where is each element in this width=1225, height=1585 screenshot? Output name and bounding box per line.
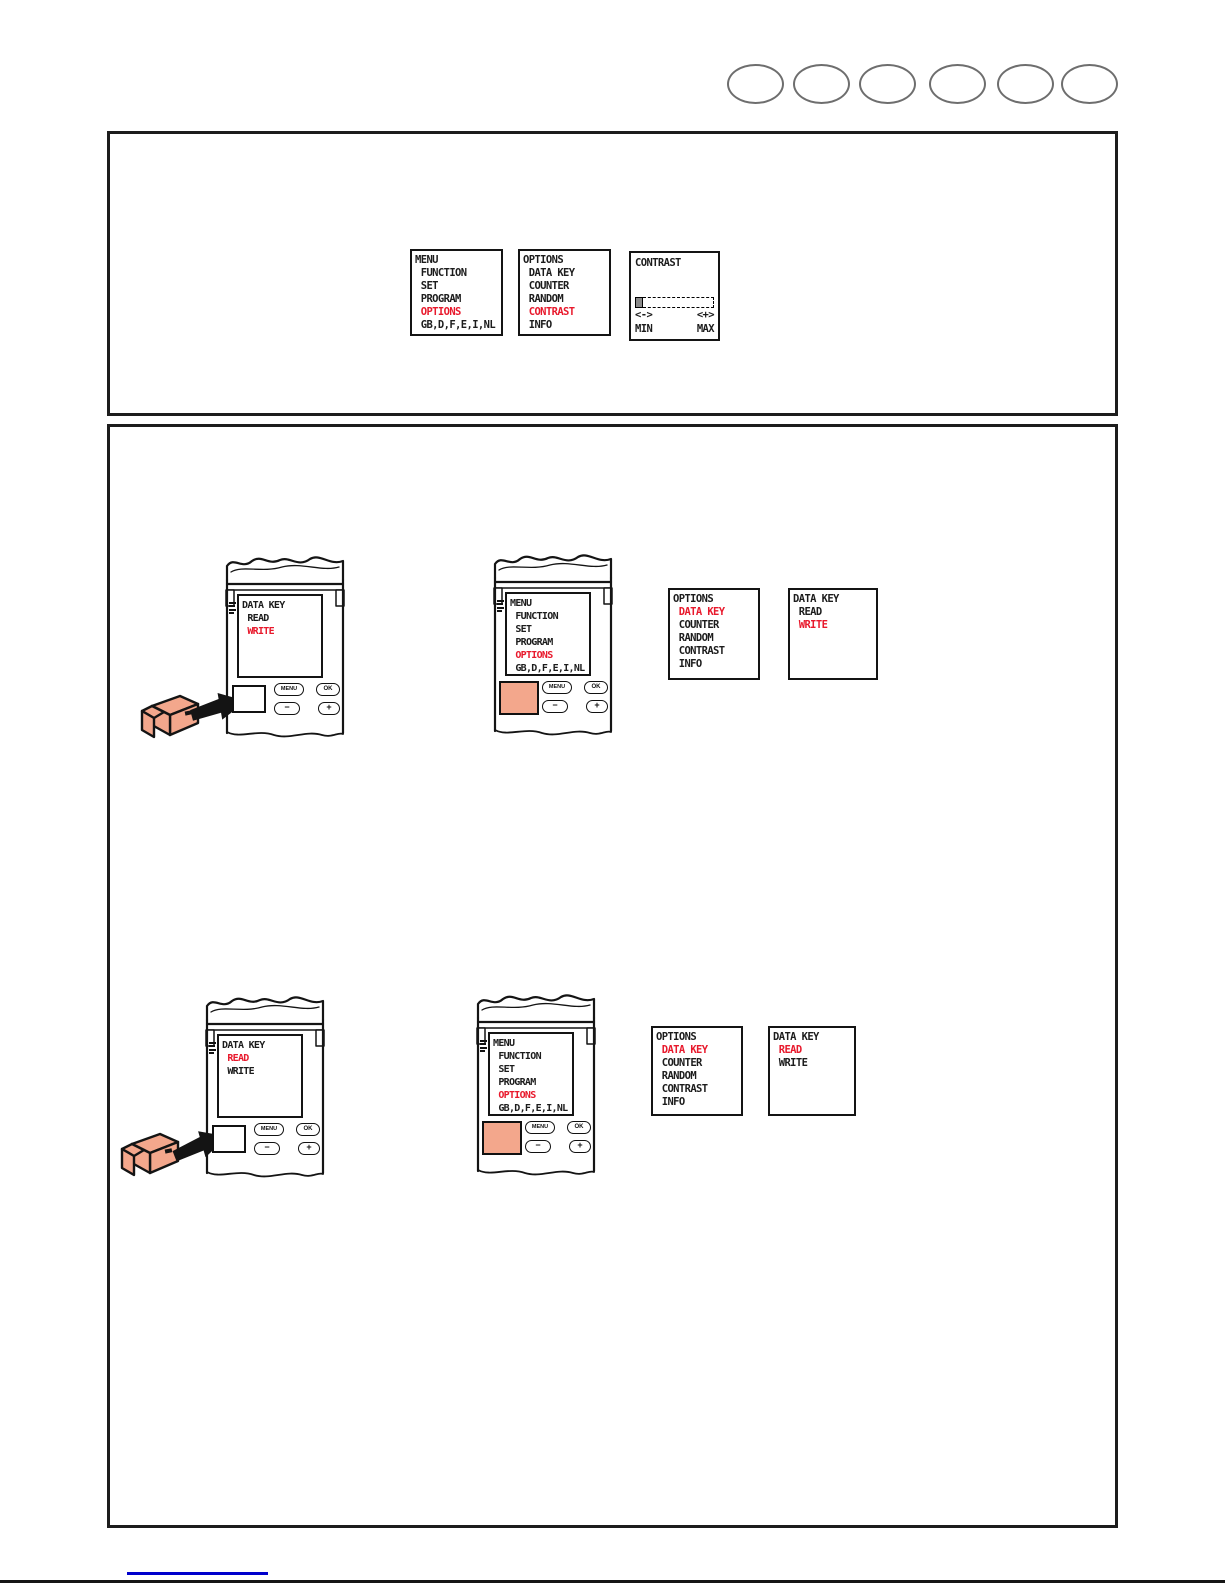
- lcd-line: INFO: [656, 1096, 685, 1108]
- oval-placeholder: [727, 64, 784, 104]
- lcd-line: RANDOM: [523, 293, 564, 305]
- lcd-screen-datakey-read: [768, 1026, 856, 1116]
- oval-placeholder: [793, 64, 850, 104]
- lcd-line: GB,D,F,E,I,NL: [510, 663, 585, 674]
- lcd-line: MENU: [415, 254, 438, 266]
- minus-button: −: [525, 1140, 551, 1153]
- lcd-line: GB,D,F,E,I,NL: [415, 319, 496, 331]
- menu-indicator-icon: [480, 1040, 488, 1054]
- lcd-line: CONTRAST: [673, 645, 725, 657]
- menu-button: MENU: [254, 1123, 284, 1136]
- menu-indicator-icon: [497, 600, 505, 614]
- lcd-line: READ: [793, 606, 822, 618]
- minus-button: −: [542, 700, 568, 713]
- plus-button: +: [298, 1142, 320, 1155]
- contrast-increase-label: <+>: [696, 309, 714, 321]
- lcd-line: WRITE: [242, 626, 274, 637]
- lcd-line: INFO: [673, 658, 702, 670]
- lcd-line: OPTIONS: [493, 1090, 536, 1101]
- contrast-max-label: MAX: [696, 323, 714, 335]
- lcd-screen-datakey-write: [788, 588, 878, 680]
- lcd-line: INFO: [523, 319, 552, 331]
- lcd-line: MENU: [493, 1038, 515, 1049]
- lcd-line: FUNCTION: [415, 267, 467, 279]
- menu-indicator-icon: [229, 602, 237, 616]
- lcd-line: WRITE: [222, 1066, 254, 1077]
- programmer-device: [473, 984, 599, 1184]
- lcd-line: READ: [773, 1044, 802, 1056]
- lcd-line: DATA KEY: [222, 1040, 265, 1051]
- page-bottom-edge: [0, 1580, 1225, 1583]
- lcd-line: DATA KEY: [523, 267, 575, 279]
- lcd-line: DATA KEY: [793, 593, 839, 605]
- section-contrast: [107, 131, 1118, 416]
- lcd-line: READ: [222, 1053, 249, 1064]
- lcd-line: RANDOM: [673, 632, 714, 644]
- lcd-screen-options-contrast: [518, 249, 611, 336]
- lcd-line: DATA KEY: [242, 600, 285, 611]
- menu-button: MENU: [542, 681, 572, 694]
- lcd-line: OPTIONS: [656, 1031, 697, 1043]
- lcd-line: FUNCTION: [510, 611, 558, 622]
- lcd-line: COUNTER: [656, 1057, 702, 1069]
- ok-button: OK: [567, 1121, 591, 1134]
- programmer-device: [222, 546, 348, 746]
- device-lcd-screen: [505, 592, 591, 676]
- footer-link-underline[interactable]: [127, 1572, 268, 1575]
- lcd-line: READ: [242, 613, 269, 624]
- lcd-line: SET: [510, 624, 532, 635]
- ok-button: OK: [296, 1123, 320, 1136]
- lcd-line: DATA KEY: [673, 606, 725, 618]
- plus-button: +: [586, 700, 608, 713]
- oval-placeholder: [859, 64, 916, 104]
- lcd-line: GB,D,F,E,I,NL: [493, 1103, 568, 1114]
- lcd-line: MENU: [510, 598, 532, 609]
- lcd-line: PROGRAM: [510, 637, 553, 648]
- lcd-line: OPTIONS: [523, 254, 564, 266]
- oval-placeholder: [1061, 64, 1118, 104]
- key-slot-empty: [232, 685, 266, 713]
- plus-button: +: [318, 702, 340, 715]
- lcd-line: RANDOM: [656, 1070, 697, 1082]
- lcd-line: OPTIONS: [510, 650, 553, 661]
- lcd-line: CONTRAST: [656, 1083, 708, 1095]
- contrast-title: CONTRAST: [635, 257, 681, 269]
- nav-ovals: [720, 64, 1120, 104]
- lcd-screen-options-datakey: [651, 1026, 743, 1116]
- device-lcd-screen: [237, 594, 323, 678]
- oval-placeholder: [997, 64, 1054, 104]
- contrast-slider-track: [643, 297, 714, 308]
- lcd-line: DATA KEY: [656, 1044, 708, 1056]
- minus-button: −: [254, 1142, 280, 1155]
- menu-button: MENU: [274, 683, 304, 696]
- plus-button: +: [569, 1140, 591, 1153]
- ok-button: OK: [584, 681, 608, 694]
- minus-button: −: [274, 702, 300, 715]
- lcd-line: FUNCTION: [493, 1051, 541, 1062]
- contrast-min-label: MIN: [635, 323, 653, 335]
- lcd-line: CONTRAST: [523, 306, 575, 318]
- contrast-slider: [635, 296, 714, 308]
- lcd-line: COUNTER: [673, 619, 719, 631]
- menu-button: MENU: [525, 1121, 555, 1134]
- lcd-line: COUNTER: [523, 280, 569, 292]
- contrast-slider-handle: [635, 297, 643, 308]
- lcd-line: WRITE: [793, 619, 828, 631]
- lcd-screen-options-datakey: [668, 588, 760, 680]
- key-slot-empty: [212, 1125, 246, 1153]
- lcd-line: PROGRAM: [493, 1077, 536, 1088]
- ok-button: OK: [316, 683, 340, 696]
- lcd-line: DATA KEY: [773, 1031, 819, 1043]
- key-slot-inserted: [499, 681, 539, 715]
- lcd-line: PROGRAM: [415, 293, 461, 305]
- key-slot-inserted: [482, 1121, 522, 1155]
- device-lcd-screen: [217, 1034, 303, 1118]
- programmer-device: [490, 544, 616, 744]
- contrast-decrease-label: <->: [635, 309, 653, 321]
- lcd-line: SET: [415, 280, 438, 292]
- oval-placeholder: [929, 64, 986, 104]
- menu-indicator-icon: [209, 1042, 217, 1056]
- lcd-line: OPTIONS: [673, 593, 714, 605]
- lcd-line: WRITE: [773, 1057, 808, 1069]
- lcd-screen-menu: [410, 249, 503, 336]
- lcd-screen-contrast: [629, 251, 720, 341]
- device-lcd-screen: [488, 1032, 574, 1116]
- lcd-line: SET: [493, 1064, 515, 1075]
- programmer-device: [202, 986, 328, 1186]
- lcd-line: OPTIONS: [415, 306, 461, 318]
